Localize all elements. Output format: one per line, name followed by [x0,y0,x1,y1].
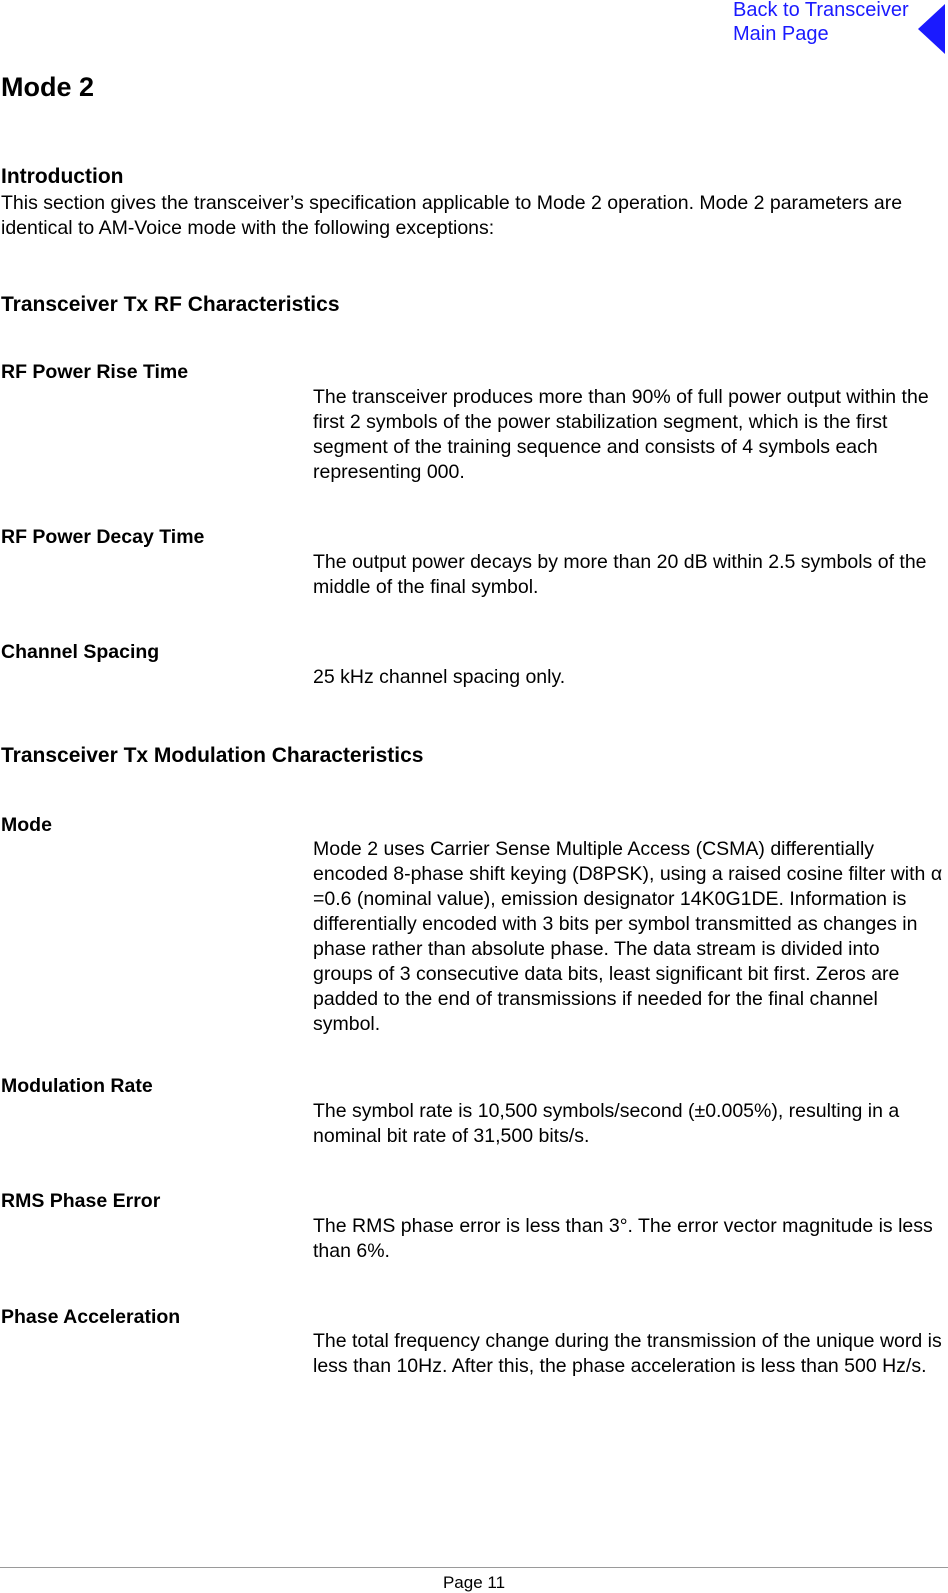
item-label-phase-acceleration: Phase Acceleration [1,1306,181,1328]
item-desc-modulation-rate: The symbol rate is 10,500 symbols/second (±0.005%), resulting in a nominal bit rate of 31,500 bits/s. [313,1100,900,1147]
back-to-transceiver-link[interactable] [733,0,909,46]
item-label-channel-spacing: Channel Spacing [1,641,160,663]
item-label-rms-phase-error: RMS Phase Error [1,1190,161,1212]
item-desc-mode: Mode 2 uses Carrier Sense Multiple Access (CSMA) differentially encoded 8-phase shift keying (D8PSK), using a raised cosine filter with α =0.6 (nominal value), emission designator 14K0G1DE. Information is differentially encoded with 3 bits per symbol transmitted as changes in phase rather than absolute phase. The data stream is divided into groups of 3 consecutive data bits, least significant bit first. Zeros are padded to the end of transmissions if needed for the final channel symbol. [313,838,943,1035]
item-label-modulation-rate: Modulation Rate [1,1075,153,1097]
intro-heading: Introduction [1,165,124,188]
back-link-line1: Back to Transceiver [733,0,909,21]
item-desc-phase-acceleration: The total frequency change during the transmission of the unique word is less than 10Hz. After this, the phase acceleration is less than 500 Hz/s. [313,1330,942,1377]
item-desc-channel-spacing: 25 kHz channel spacing only. [313,666,566,688]
item-desc-rms-phase-error: The RMS phase error is less than 3°. The error vector magnitude is less than 6%. [313,1215,933,1262]
back-link-line2: Main Page [733,23,829,45]
item-label-rf-power-rise-time: RF Power Rise Time [1,361,189,383]
page-number: Page 11 [442,1573,506,1592]
item-label-mode: Mode [1,814,52,836]
item-label-rf-power-decay-time: RF Power Decay Time [1,526,205,548]
intro-text: This section gives the transceiver’s specification applicable to Mode 2 operation. Mode 2 parameters are identical to AM-Voice mode with the following exceptions: [1,192,903,239]
section-heading-modulation: Transceiver Tx Modulation Characteristics [1,744,424,767]
item-desc-rf-power-rise-time: The transceiver produces more than 90% of full power output within the first 2 symbols of the power stabilization segment, which is the first segment of the training sequence and consists of 4 symbols each representing 000. [313,386,929,483]
section-heading-rf: Transceiver Tx RF Characteristics [1,293,340,316]
left-triangle-icon[interactable] [918,4,945,54]
footer-divider [0,1567,948,1568]
item-desc-rf-power-decay-time: The output power decays by more than 20 dB within 2.5 symbols of the middle of the final symbol. [313,551,927,598]
page-title: Mode 2 [1,72,95,102]
